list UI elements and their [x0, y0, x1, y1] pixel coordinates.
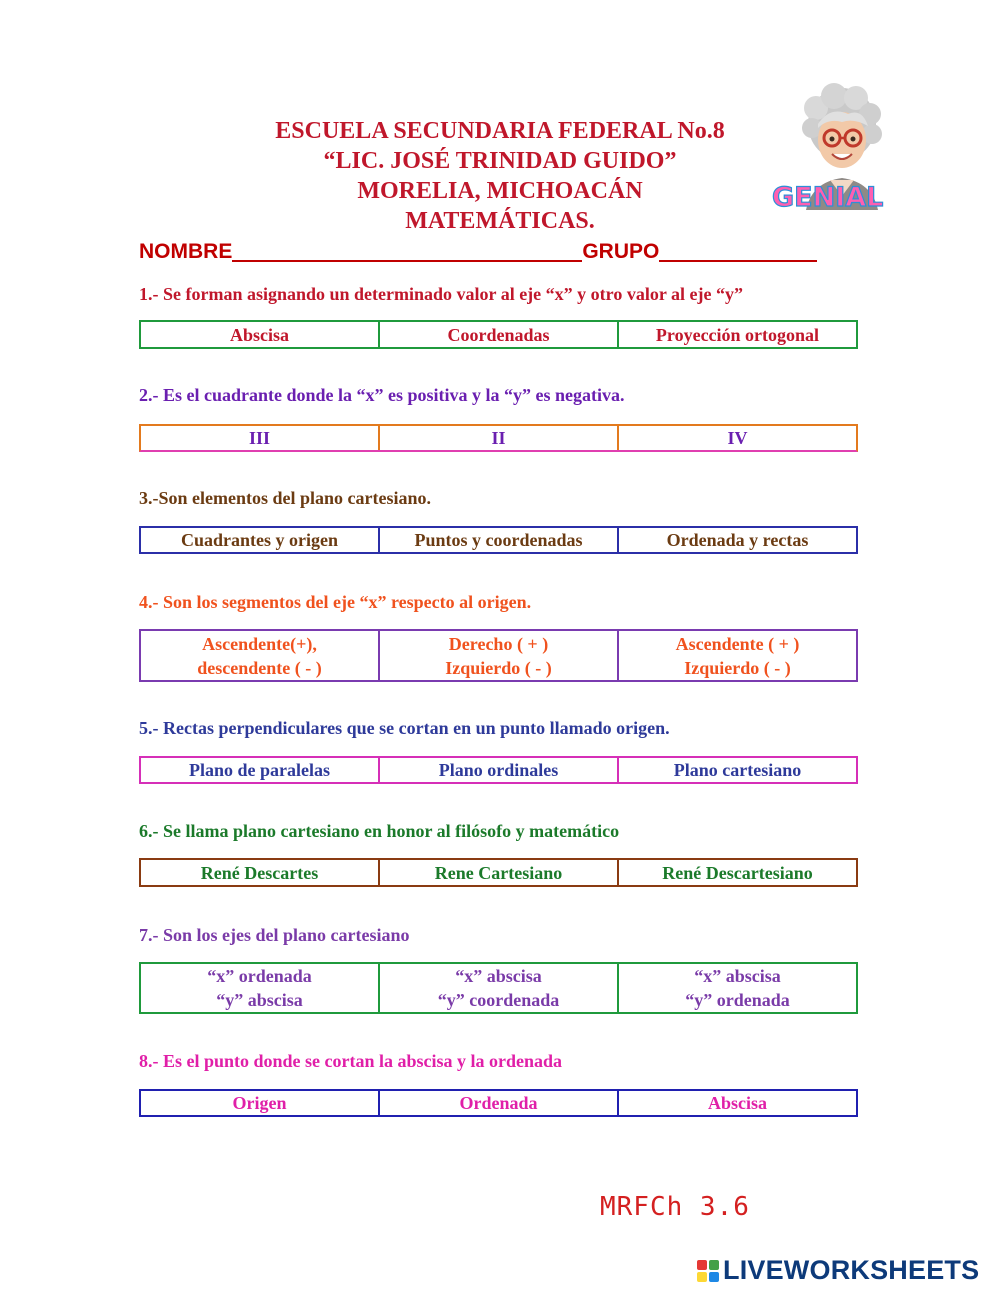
question-3: 3.-Son elementos del plano cartesiano.: [139, 488, 431, 508]
answer-options-1: [139, 320, 858, 349]
answer-option-label: “x” ordenada: [207, 966, 312, 986]
brand-icon: [697, 1260, 719, 1282]
brand-name: LIVEWORKSHEETS: [723, 1255, 980, 1285]
answer-option-label: Proyección ortogonal: [655, 324, 820, 345]
answer-option-label: “x” abscisa: [694, 966, 781, 986]
answer-option[interactable]: [141, 860, 380, 885]
question-7: 7.- Son los ejes del plano cartesiano: [139, 925, 410, 945]
answer-option-label: Ordenada: [459, 1093, 538, 1113]
signature: MRFCh 3.6: [600, 1192, 750, 1222]
answer-option[interactable]: [380, 528, 619, 552]
answer-option-label: Cuadrantes y origen: [181, 530, 338, 550]
answer-option[interactable]: [619, 1091, 856, 1115]
name-group-row: [139, 238, 817, 264]
question-5: 5.- Rectas perpendiculares que se cortan en un punto llamado origen.: [139, 718, 670, 738]
question-2: 2.- Es el cuadrante donde la “x” es positiva y la “y” es negativa.: [139, 385, 625, 405]
liveworksheets-logo: [697, 1255, 979, 1286]
answer-option[interactable]: [380, 860, 619, 885]
answer-option[interactable]: [380, 322, 619, 347]
answer-option-label: “y” coordenada: [437, 990, 560, 1010]
answer-option[interactable]: [141, 426, 380, 450]
subject-title: MATEMÁTICAS.: [405, 208, 595, 234]
answer-options-8: [139, 1089, 858, 1117]
answer-option-label: René Descartesiano: [662, 862, 813, 883]
question-1: 1.- Se forman asignando un determinado valor al eje “x” y otro valor al eje “y”: [139, 284, 743, 304]
answer-option-label: Coordenadas: [447, 324, 550, 345]
answer-option[interactable]: [619, 758, 856, 782]
answer-option-label: Puntos y coordenadas: [414, 530, 583, 550]
answer-option[interactable]: [619, 860, 856, 885]
answer-option-label: Abscisa: [707, 1093, 767, 1113]
answer-option-label: Plano de paralelas: [188, 760, 330, 780]
answer-option-label: III: [248, 428, 270, 448]
answer-option[interactable]: [619, 426, 856, 450]
answer-option-label: II: [491, 428, 506, 448]
answer-option-label: IV: [727, 428, 748, 448]
group-label: GRUPO: [582, 240, 660, 263]
answer-option-label: Plano ordinales: [438, 760, 559, 780]
answer-option-label: Ascendente(+),: [202, 633, 317, 654]
answer-option[interactable]: [619, 631, 856, 680]
answer-option[interactable]: [380, 631, 619, 680]
answer-option[interactable]: [141, 322, 380, 347]
answer-option-label: Plano cartesiano: [673, 760, 802, 780]
answer-options-5: [139, 756, 858, 784]
question-6: 6.- Se llama plano cartesiano en honor al filósofo y matemático: [139, 821, 620, 841]
answer-option-label: Rene Cartesiano: [434, 862, 563, 883]
answer-option-label: Ordenada y rectas: [666, 530, 809, 550]
name-label: NOMBRE: [139, 240, 233, 263]
answer-option-label: descendente ( - ): [197, 657, 322, 678]
answer-options-2: [139, 424, 858, 452]
answer-option[interactable]: [141, 528, 380, 552]
question-4: 4.- Son los segmentos del eje “x” respecto al origen.: [139, 592, 532, 612]
answer-option[interactable]: [380, 964, 619, 1012]
answer-option-label: Derecho ( + ): [448, 633, 549, 654]
answer-option-label: Ascendente ( + ): [675, 633, 800, 654]
answer-option-label: “y” abscisa: [216, 990, 303, 1010]
answer-option-label: René Descartes: [200, 862, 319, 883]
answer-options-6: [139, 858, 858, 887]
answer-option[interactable]: [380, 426, 619, 450]
school-location: MORELIA, MICHOACÁN: [357, 178, 643, 204]
teacher-avatar-sticker: [768, 78, 918, 220]
answer-option-label: Izquierdo ( - ): [445, 657, 552, 678]
school-name: ESCUELA SECUNDARIA FEDERAL No.8: [275, 118, 725, 144]
answer-option[interactable]: [619, 528, 856, 552]
school-subtitle: “LIC. JOSÉ TRINIDAD GUIDO”: [323, 148, 677, 174]
answer-option-label: Abscisa: [229, 324, 289, 345]
answer-option-label: Izquierdo ( - ): [684, 657, 791, 678]
answer-options-4: [139, 629, 858, 682]
name-blank[interactable]: [232, 238, 582, 262]
answer-option[interactable]: [380, 758, 619, 782]
answer-option-label: “x” abscisa: [455, 966, 542, 986]
answer-option[interactable]: [141, 758, 380, 782]
answer-option[interactable]: [619, 322, 856, 347]
answer-options-3: [139, 526, 858, 554]
answer-option-label: Origen: [232, 1093, 287, 1113]
genial-sticker-text: GENIAL: [772, 182, 884, 213]
group-blank[interactable]: [659, 238, 817, 262]
question-8: 8.- Es el punto donde se cortan la abscisa y la ordenada: [139, 1051, 563, 1071]
answer-option-label: “y” ordenada: [685, 990, 790, 1010]
answer-options-7: [139, 962, 858, 1014]
answer-option[interactable]: [619, 964, 856, 1012]
answer-option[interactable]: [141, 1091, 380, 1115]
answer-option[interactable]: [141, 631, 380, 680]
answer-option[interactable]: [380, 1091, 619, 1115]
answer-option[interactable]: [141, 964, 380, 1012]
